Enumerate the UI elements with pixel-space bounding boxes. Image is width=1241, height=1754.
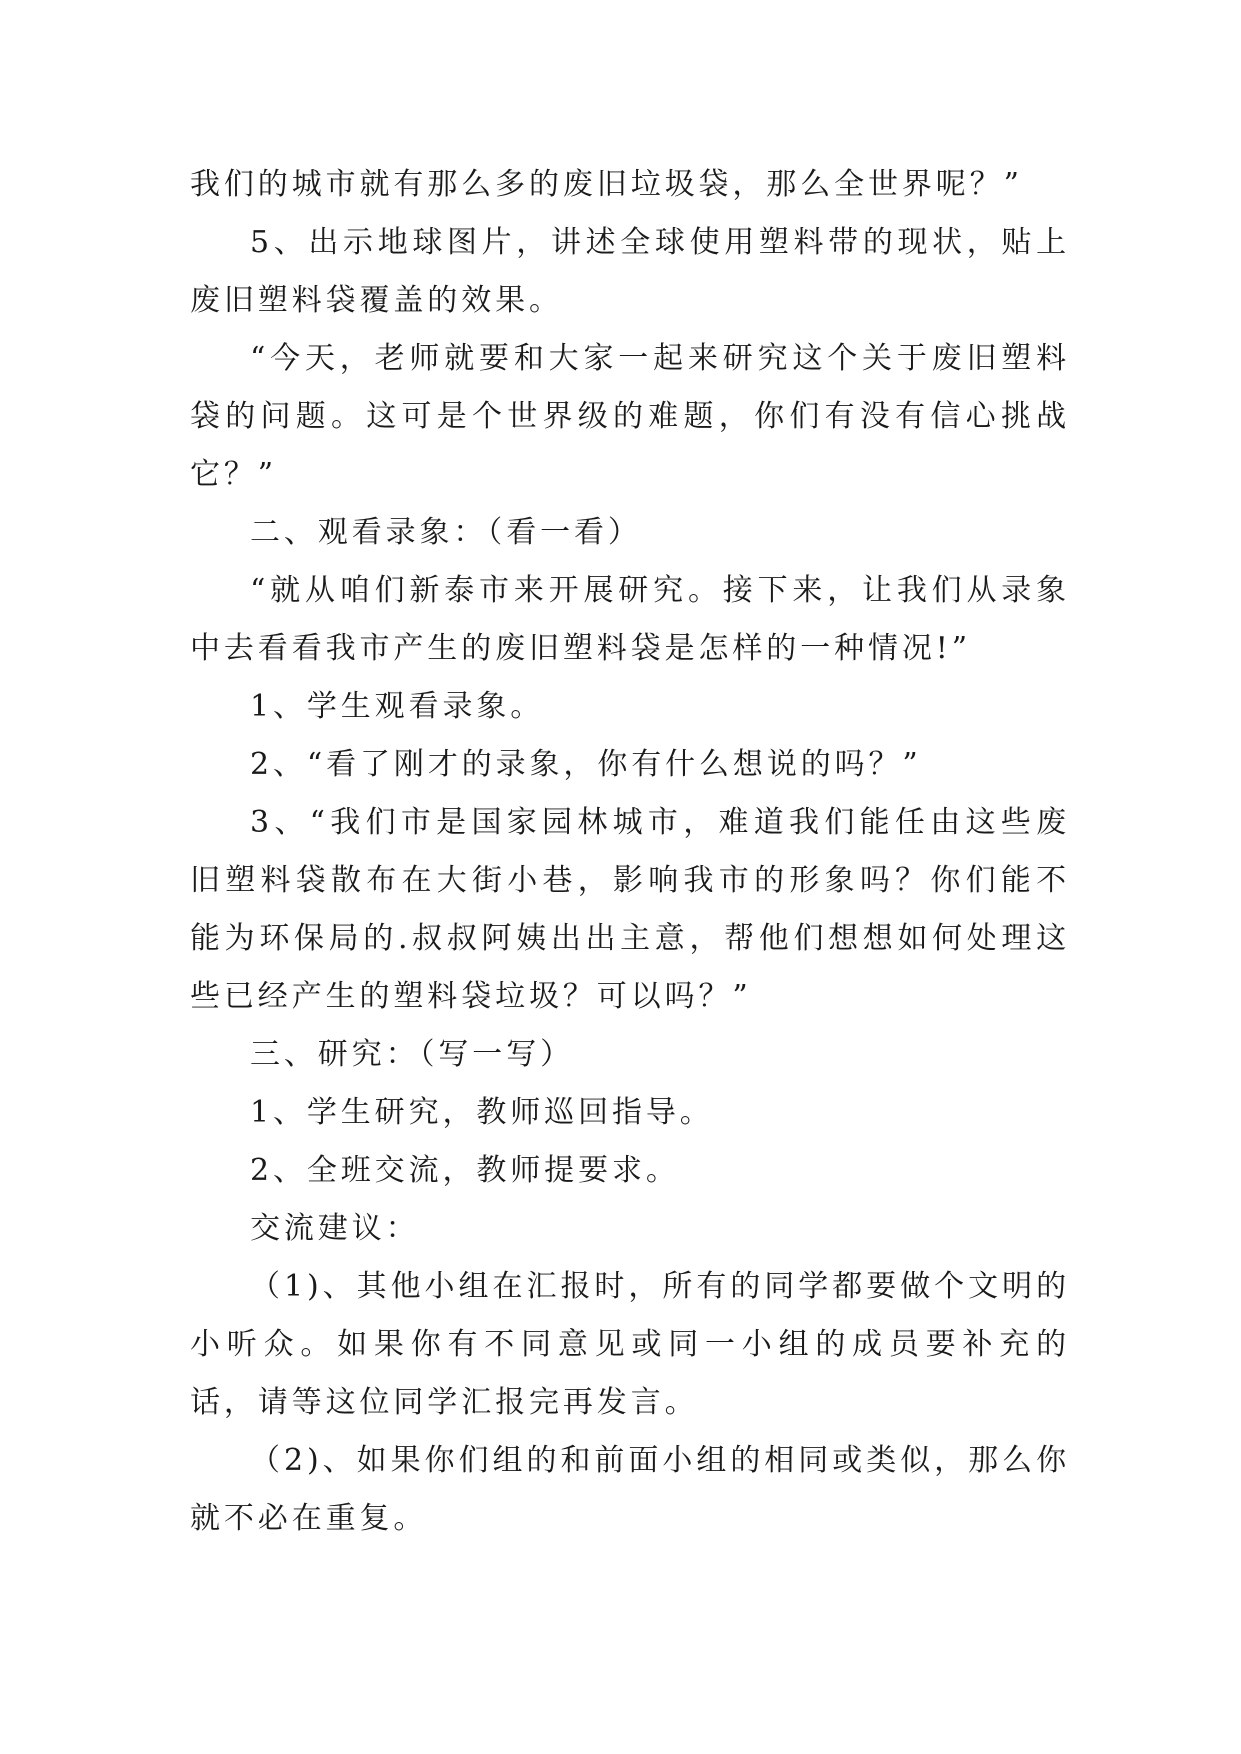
document-page bbox=[190, 156, 1070, 1548]
paragraph: 我们的城市就有那么多的废旧垃圾袋，那么全世界呢？” bbox=[190, 167, 1023, 202]
list-item: （2)、如果你们组的和前面小组的相同或类似，那么你就不必在重复。 bbox=[190, 1443, 1070, 1536]
section-heading: 三、研究：（写一写） bbox=[250, 1037, 574, 1072]
list-item: 1、学生研究，教师巡回指导。 bbox=[250, 1095, 714, 1130]
list-item: 3、“我们市是国家园林城市，难道我们能任由这些废旧塑料袋散布在大街小巷，影响我市的形象吗？你们能不能为环保局的.叔叔阿姨出出主意，帮他们想想如何处理这些已经产生的塑料袋垃圾？可以吗？” bbox=[190, 805, 1070, 1014]
subheading: 交流建议： bbox=[250, 1211, 420, 1246]
list-item: （1)、其他小组在汇报时，所有的同学都要做个文明的小听众。如果你有不同意见或同一小组的成员要补充的话，请等这位同学汇报完再发言。 bbox=[190, 1269, 1070, 1420]
list-item: 2、全班交流，教师提要求。 bbox=[250, 1153, 680, 1188]
paragraph: 5、出示地球图片，讲述全球使用塑料带的现状，贴上废旧塑料袋覆盖的效果。 bbox=[190, 225, 1070, 318]
paragraph: “就从咱们新泰市来开展研究。接下来，让我们从录象中去看看我市产生的废旧塑料袋是怎样的一种情况!” bbox=[190, 573, 1070, 666]
list-item: 1、学生观看录象。 bbox=[250, 689, 545, 724]
section-heading: 二、观看录象：（看一看） bbox=[250, 515, 642, 550]
paragraph: “今天，老师就要和大家一起来研究这个关于废旧塑料袋的问题。这可是个世界级的难题，你们有没有信心挑战它？” bbox=[190, 341, 1070, 492]
list-item: 2、“看了刚才的录象，你有什么想说的吗？” bbox=[250, 747, 922, 782]
